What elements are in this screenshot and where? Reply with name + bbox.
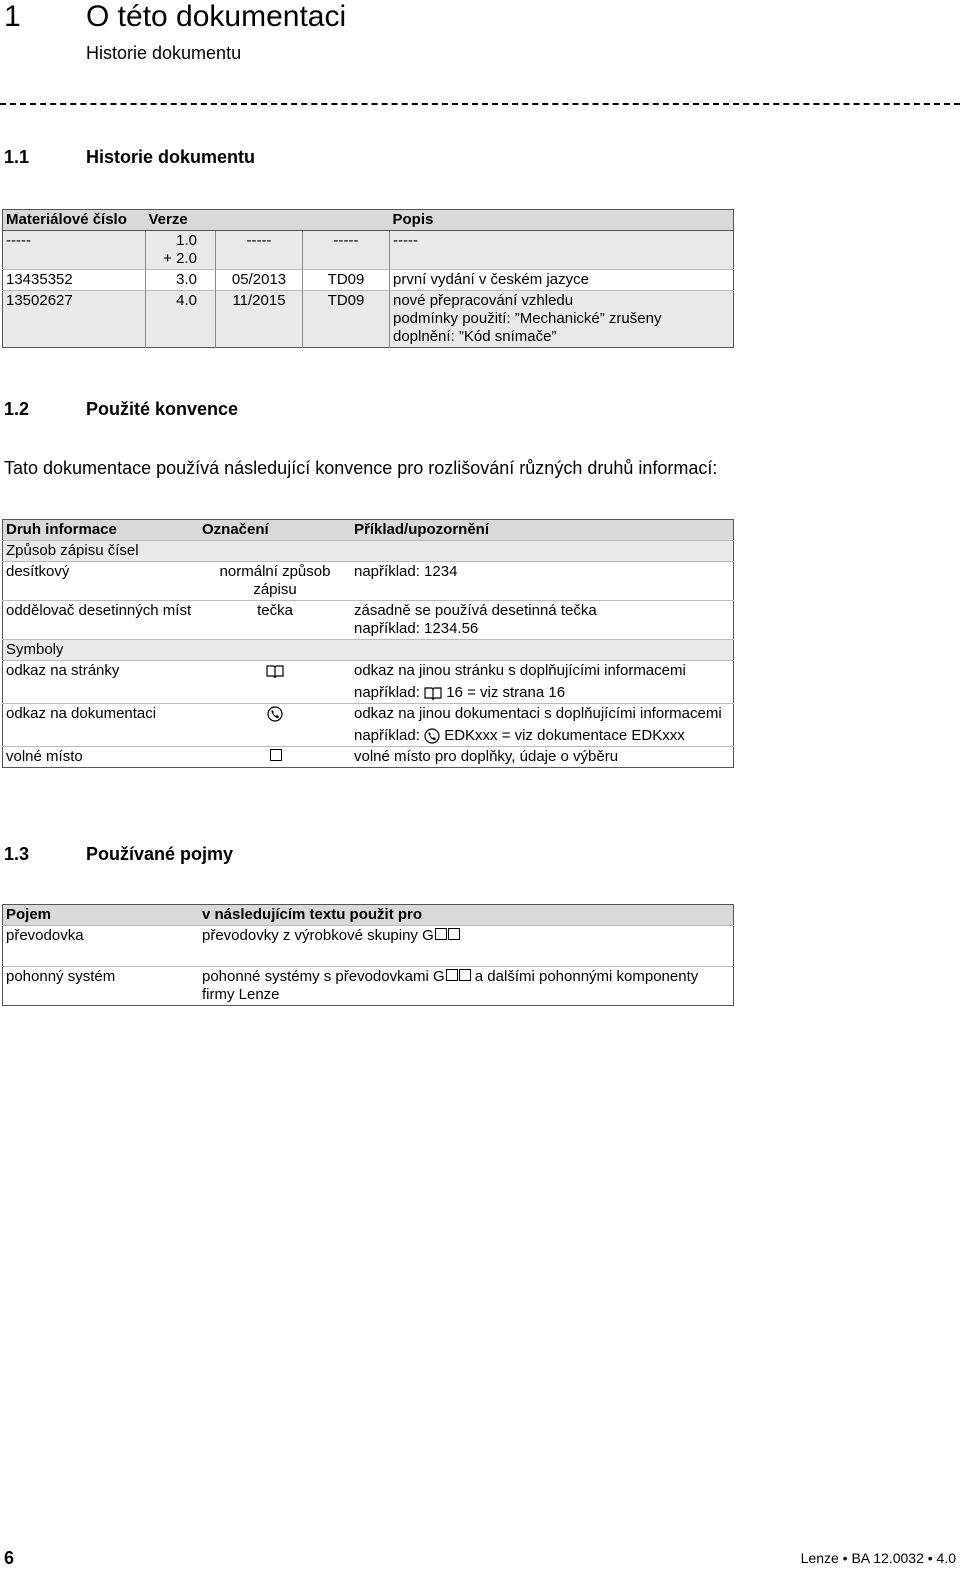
desc-line: nové přepracování vzhledu: [393, 292, 574, 309]
example-prefix: například:: [354, 727, 420, 744]
cell-date: 11/2015: [216, 291, 303, 348]
cell-meaning: [199, 926, 734, 967]
meaning-text: převodovky z výrobkové skupiny G: [202, 927, 434, 944]
group-label: Způsob zápisu čísel: [3, 541, 734, 562]
cell-mark: [199, 704, 351, 747]
cell-material: -----: [3, 231, 146, 270]
placeholder-box-icon: [446, 969, 458, 981]
chapter-number: 1: [4, 0, 21, 33]
chapter-title: O této dokumentaci: [86, 0, 347, 33]
section-title-terms: Používané pojmy: [86, 844, 234, 864]
cell-example: například: 1234: [351, 562, 734, 601]
history-header-description: Popis: [390, 210, 734, 231]
example-prefix: například:: [354, 684, 420, 701]
cell-term: převodovka: [3, 926, 200, 967]
cell-td: -----: [303, 231, 390, 270]
cell-type: oddělovač desetinných míst: [3, 601, 200, 640]
cell-mark: tečka: [199, 601, 351, 640]
group-label: Symboly: [3, 640, 734, 661]
example-line: odkaz na jinou dokumentaci s doplňujícími informacemi: [354, 705, 722, 722]
section-title-history: Historie dokumentu: [86, 147, 256, 167]
example-line: odkaz na jinou stránku s doplňujícími informacemi: [354, 662, 686, 679]
placeholder-box-icon: [448, 928, 460, 940]
cell-date: 05/2013: [216, 270, 303, 291]
cell-material: 13435352: [3, 270, 146, 291]
table-row: [3, 747, 734, 768]
footer-doc-id: Lenze • BA 12.0032 • 4.0: [800, 1550, 956, 1566]
header-divider: [0, 103, 960, 105]
meaning-text: a dalšími pohonnými komponenty firmy Lenze: [202, 968, 699, 1003]
example-text: EDKxxx = viz dokumentace EDKxxx: [444, 727, 685, 744]
history-table: [2, 209, 734, 348]
intro-paragraph: Tato dokumentace používá následující konvence pro rozlišování různých druhů informací:: [4, 458, 718, 478]
example-line: [354, 684, 730, 702]
example-text: 16 = viz strana 16: [446, 684, 566, 701]
cell-type: odkaz na stránky: [3, 661, 200, 704]
cell-mark: [199, 747, 351, 768]
placeholder-box-icon: [270, 749, 282, 761]
conv-header-example: Příklad/upozornění: [351, 520, 734, 541]
section-title-conventions: Použité konvence: [86, 399, 239, 419]
cell-material: 13502627: [3, 291, 146, 348]
cell-version: 3.0: [146, 270, 216, 291]
table-row: [3, 967, 734, 1006]
section-number-1-2: 1.2: [4, 399, 30, 419]
cell-td: TD09: [303, 270, 390, 291]
cell-mark: [199, 661, 351, 704]
cell-description: první vydání v českém jazyce: [390, 270, 734, 291]
cell-date: -----: [216, 231, 303, 270]
table-row: [3, 270, 734, 291]
desc-line: podmínky použití: ”Mechanické” zrušeny: [393, 310, 662, 327]
cell-type: volné místo: [3, 747, 200, 768]
cell-td: TD09: [303, 291, 390, 348]
phone-reference-icon: [267, 706, 283, 722]
conv-header-type: Druh informace: [3, 520, 200, 541]
desc-line: doplnění: ”Kód snímače”: [393, 328, 557, 345]
conv-header-mark: Označení: [199, 520, 351, 541]
chapter-subtitle: Historie dokumentu: [86, 43, 242, 63]
cell-version: 4.0: [146, 291, 216, 348]
terms-header-meaning: v následujícím textu použit pro: [199, 905, 734, 926]
section-number-1-1: 1.1: [4, 147, 30, 167]
book-icon: [424, 686, 442, 700]
cell-version: 1.0 + 2.0: [146, 231, 216, 270]
conventions-table: [2, 519, 734, 768]
example-line: zásadně se používá desetinná tečka: [354, 602, 597, 619]
section-number-1-3: 1.3: [4, 844, 30, 864]
example-line: například: 1234.56: [354, 620, 479, 637]
cell-example: [351, 601, 734, 640]
cell-type: desítkový: [3, 562, 200, 601]
terms-header-term: Pojem: [3, 905, 200, 926]
cell-meaning: [199, 967, 734, 1006]
terms-table: [2, 904, 734, 1006]
cell-description: [390, 291, 734, 348]
table-row: [3, 661, 734, 704]
example-line: [354, 727, 730, 745]
table-row: [3, 926, 734, 967]
table-row: [3, 562, 734, 601]
cell-example: [351, 704, 734, 747]
table-row: [3, 291, 734, 348]
meaning-text: pohonné systémy s převodovkami G: [202, 968, 445, 985]
page-number: 6: [4, 1548, 15, 1568]
cell-example: [351, 661, 734, 704]
table-row: [3, 704, 734, 747]
placeholder-box-icon: [435, 928, 447, 940]
cell-mark: normální způsob zápisu: [199, 562, 351, 601]
placeholder-box-icon: [459, 969, 471, 981]
table-row: [3, 640, 734, 661]
cell-type: odkaz na dokumentaci: [3, 704, 200, 747]
cell-example: volné místo pro doplňky, údaje o výběru: [351, 747, 734, 768]
table-row: [3, 541, 734, 562]
cell-term: pohonný systém: [3, 967, 200, 1006]
table-row: [3, 231, 734, 270]
book-icon: [266, 664, 284, 678]
phone-reference-icon: [424, 728, 440, 744]
history-header-material: Materiálové číslo: [3, 210, 146, 231]
history-header-version: Verze: [146, 210, 390, 231]
cell-description: -----: [390, 231, 734, 270]
table-row: [3, 601, 734, 640]
